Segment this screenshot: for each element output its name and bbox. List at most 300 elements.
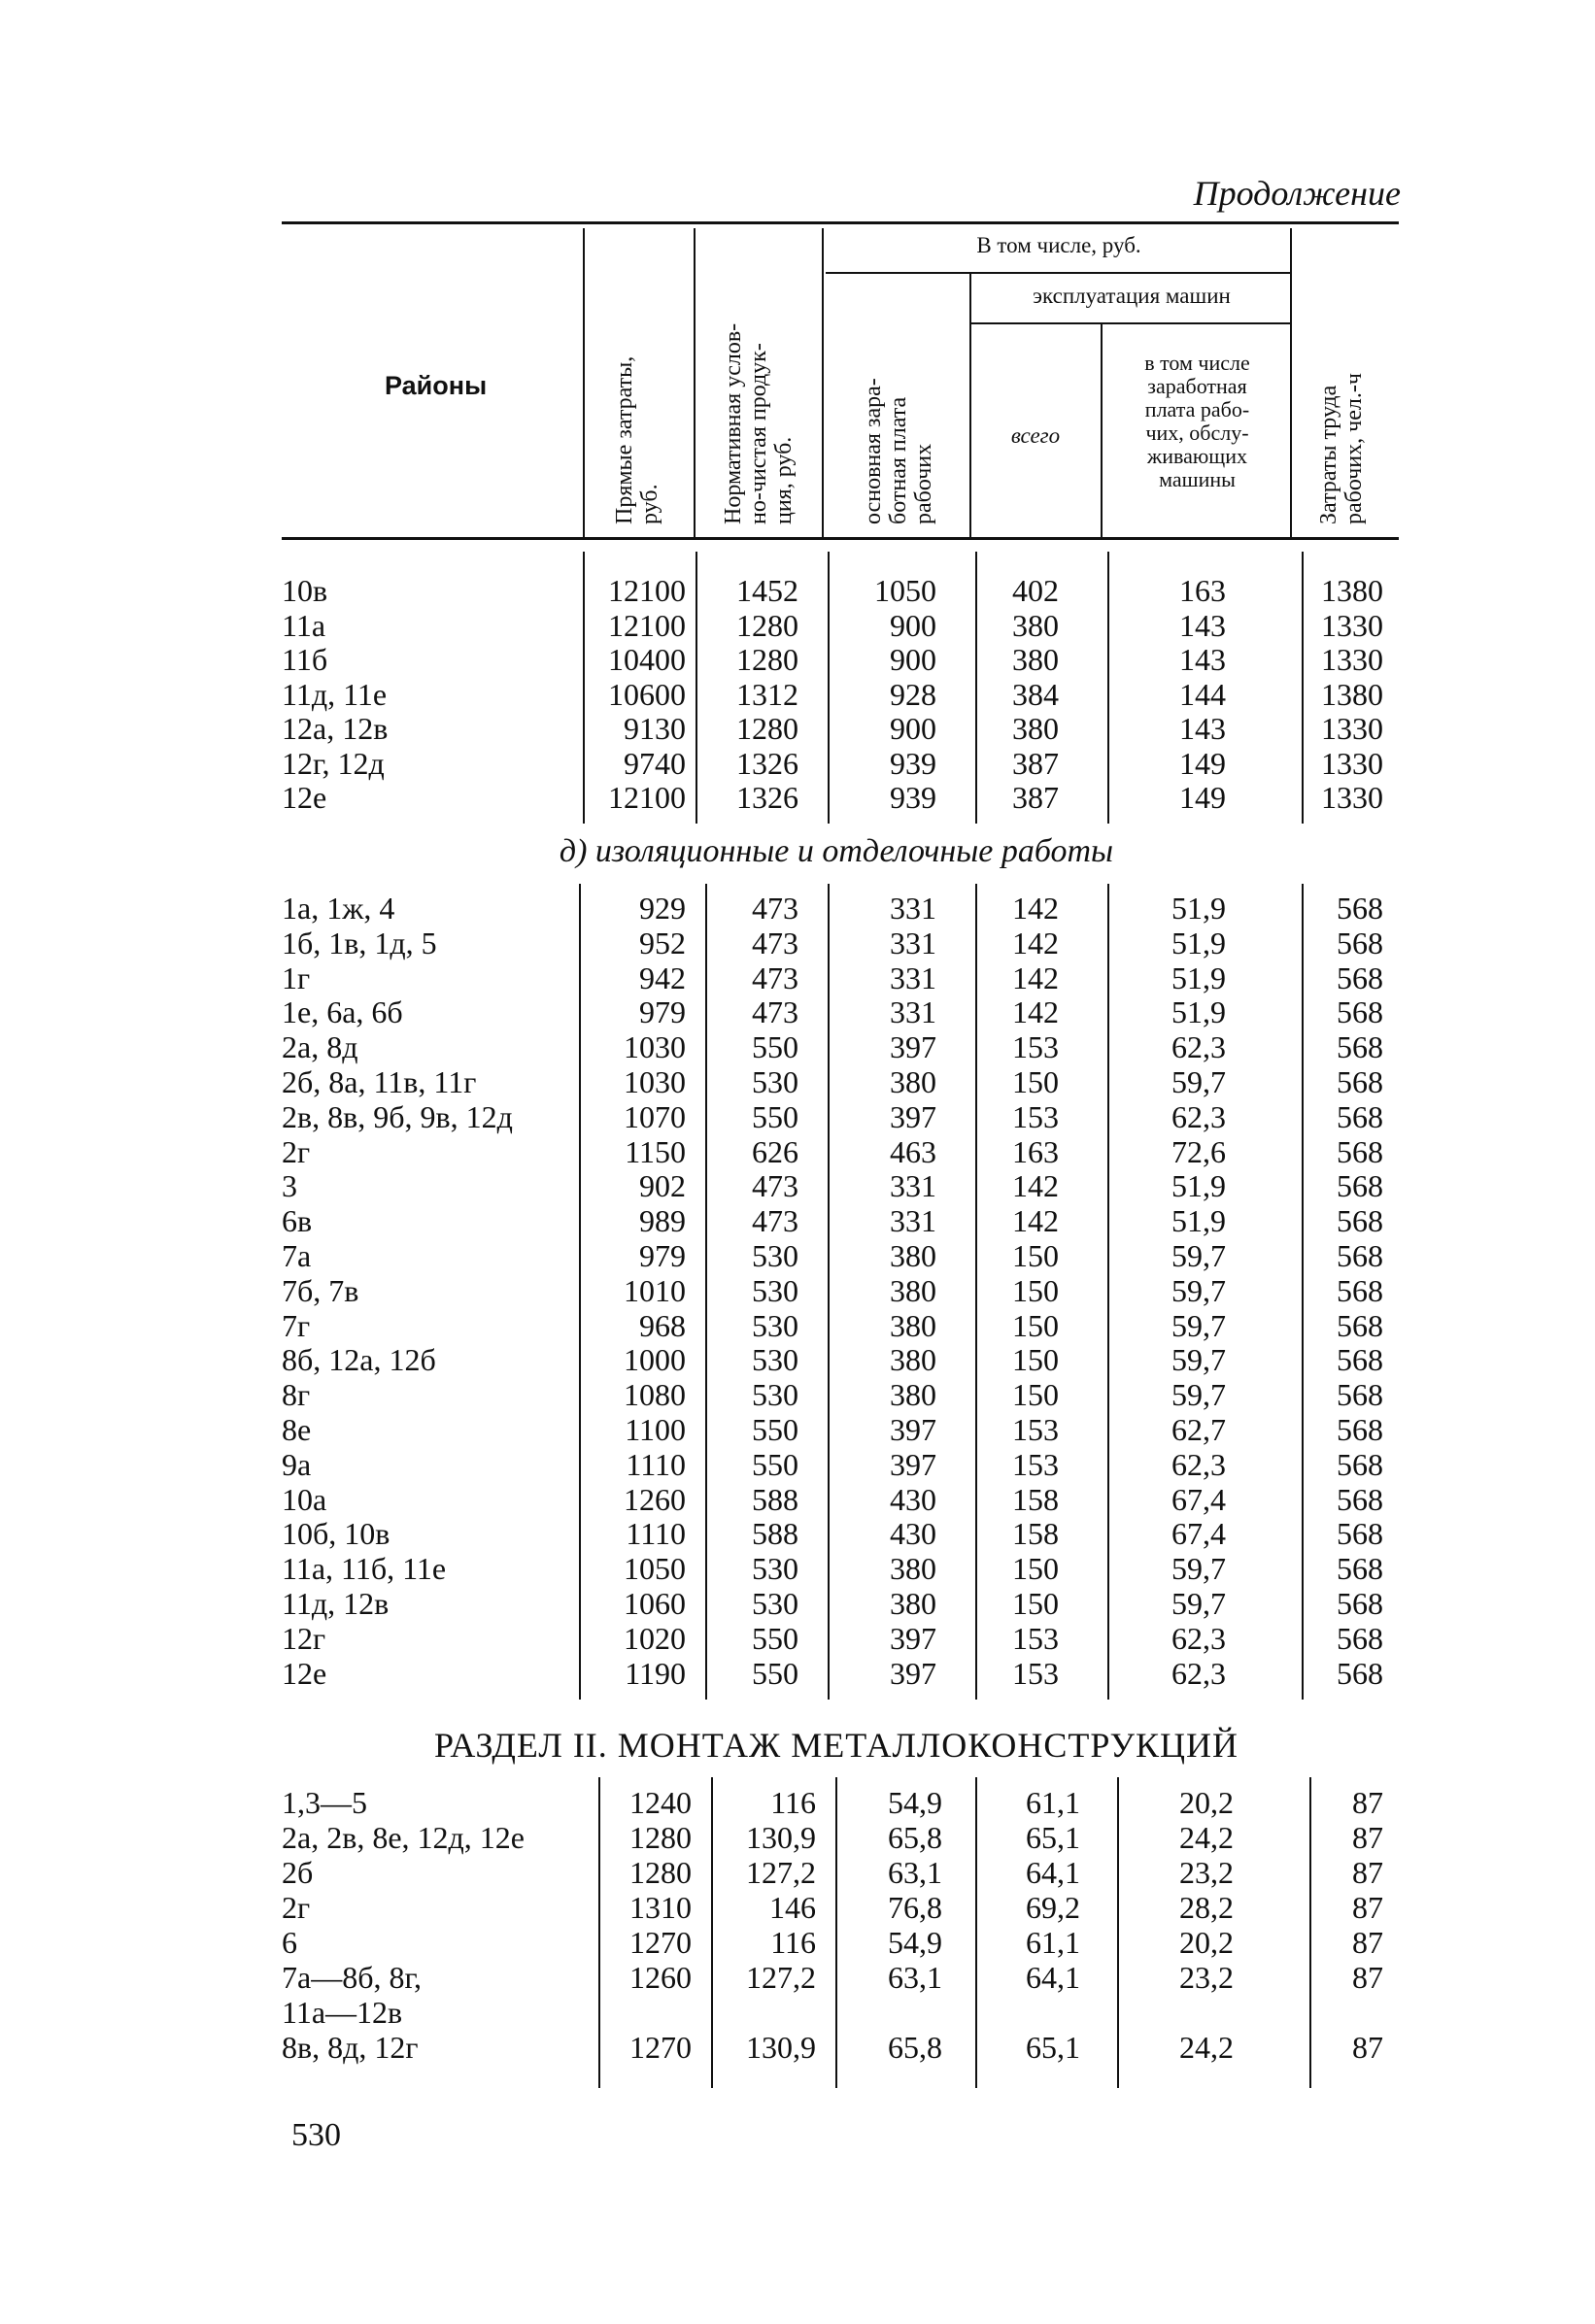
value-cell: 62,3	[1171, 1655, 1226, 1691]
value-cell: 65,1	[1026, 1820, 1080, 1855]
table-row	[0, 780, 1595, 815]
table-row	[0, 1820, 1595, 1855]
value-cell: 402	[1012, 573, 1059, 608]
value-cell: 1030	[624, 1029, 686, 1065]
district-cell: 12г, 12д	[282, 745, 385, 781]
value-cell: 331	[890, 1203, 936, 1239]
header-divider	[969, 274, 971, 537]
value-cell: 397	[890, 1029, 936, 1065]
value-cell: 380	[890, 1272, 936, 1308]
value-cell: 929	[639, 891, 686, 926]
value-cell: 62,3	[1171, 1029, 1226, 1065]
district-cell: 7а	[282, 1238, 312, 1273]
value-cell: 1326	[736, 745, 798, 781]
value-cell: 1270	[629, 2030, 692, 2065]
table-row	[0, 1064, 1595, 1099]
district-cell: 1е, 6а, 6б	[282, 994, 403, 1030]
value-cell: 69,2	[1026, 1890, 1080, 1925]
header-including-rule	[826, 272, 1292, 274]
value-cell: 1060	[624, 1586, 686, 1621]
value-cell: 568	[1337, 1272, 1383, 1308]
value-cell: 380	[890, 1238, 936, 1273]
value-cell: 568	[1337, 925, 1383, 960]
value-cell: 87	[1352, 1820, 1383, 1855]
value-cell: 116	[770, 1785, 816, 1820]
district-cell: 12а, 12в	[282, 711, 389, 746]
table-row	[0, 573, 1595, 608]
value-cell: 1030	[624, 1064, 686, 1099]
value-cell: 397	[890, 1620, 936, 1656]
value-cell: 1100	[625, 1412, 686, 1447]
table-row	[0, 1238, 1595, 1273]
value-cell: 1452	[736, 573, 798, 608]
value-cell: 51,9	[1171, 1203, 1226, 1239]
value-cell: 473	[752, 891, 798, 926]
value-cell: 142	[1012, 925, 1059, 960]
value-cell: 397	[890, 1655, 936, 1691]
header-divider	[822, 228, 824, 537]
value-cell: 568	[1337, 1655, 1383, 1691]
value-cell: 1050	[874, 573, 936, 608]
value-cell: 1260	[624, 1481, 686, 1517]
table-row	[0, 1855, 1595, 1890]
value-cell: 1380	[1321, 676, 1383, 712]
value-cell: 63,1	[888, 1960, 942, 1995]
value-cell: 473	[752, 925, 798, 960]
value-cell: 54,9	[888, 1925, 942, 1960]
value-cell: 550	[752, 1098, 798, 1134]
value-cell: 24,2	[1179, 1820, 1234, 1855]
value-cell: 1380	[1321, 573, 1383, 608]
value-cell: 59,7	[1171, 1272, 1226, 1308]
value-cell: 380	[1012, 642, 1059, 677]
district-cell: 11б	[282, 642, 328, 677]
value-cell: 568	[1337, 1342, 1383, 1378]
table-row	[0, 926, 1595, 960]
value-cell: 127,2	[746, 1855, 816, 1890]
value-cell: 59,7	[1171, 1064, 1226, 1099]
section-heading: РАЗДЕЛ II. МОНТАЖ МЕТАЛЛОКОНСТРУКЦИЙ	[433, 1726, 1239, 1765]
district-cell: 12е	[282, 780, 327, 815]
header-total: всего	[1010, 423, 1061, 448]
table-row	[0, 1029, 1595, 1064]
district-cell: 10в	[282, 573, 328, 608]
value-cell: 149	[1179, 780, 1226, 815]
value-cell: 568	[1337, 1064, 1383, 1099]
header-normative-output: Нормативная услов- но-чистая продук- ция, руб.	[721, 322, 797, 524]
value-cell: 163	[1179, 573, 1226, 608]
value-cell: 530	[752, 1342, 798, 1378]
value-cell: 153	[1012, 1029, 1059, 1065]
table-row	[0, 1308, 1595, 1343]
value-cell: 116	[770, 1925, 816, 1960]
value-cell: 9740	[624, 745, 686, 781]
district-cell: 2а, 2в, 8е, 12д, 12е	[282, 1820, 525, 1855]
value-cell: 473	[752, 960, 798, 995]
value-cell: 67,4	[1171, 1516, 1226, 1552]
district-cell: 2в, 8в, 9б, 9в, 12д	[282, 1098, 513, 1134]
value-cell: 989	[639, 1203, 686, 1239]
continuation-label: Продолжение	[1193, 174, 1401, 213]
value-cell: 20,2	[1179, 1785, 1234, 1820]
value-cell: 59,7	[1171, 1238, 1226, 1273]
value-cell: 530	[752, 1586, 798, 1621]
value-cell: 150	[1012, 1377, 1059, 1413]
table-row	[0, 1995, 1595, 2030]
page-number: 530	[291, 2117, 341, 2153]
value-cell: 568	[1337, 891, 1383, 926]
value-cell: 979	[639, 994, 686, 1030]
table-row	[0, 1925, 1595, 1960]
table-row	[0, 1168, 1595, 1203]
table-row	[0, 1377, 1595, 1412]
value-cell: 380	[890, 1307, 936, 1343]
table-row	[0, 1785, 1595, 1820]
value-cell: 568	[1337, 1620, 1383, 1656]
value-cell: 153	[1012, 1446, 1059, 1482]
district-cell: 12е	[282, 1655, 327, 1691]
district-cell: 1а, 1ж, 4	[282, 891, 395, 926]
value-cell: 59,7	[1171, 1551, 1226, 1587]
value-cell: 127,2	[746, 1960, 816, 1995]
value-cell: 463	[890, 1133, 936, 1169]
value-cell: 144	[1179, 676, 1226, 712]
table-row	[0, 1960, 1595, 1995]
value-cell: 397	[890, 1446, 936, 1482]
district-cell: 6в	[282, 1203, 313, 1239]
value-cell: 1280	[629, 1855, 692, 1890]
value-cell: 1280	[736, 711, 798, 746]
value-cell: 900	[890, 711, 936, 746]
value-cell: 150	[1012, 1238, 1059, 1273]
value-cell: 163	[1012, 1133, 1059, 1169]
value-cell: 952	[639, 925, 686, 960]
value-cell: 928	[890, 676, 936, 712]
value-cell: 530	[752, 1064, 798, 1099]
value-cell: 568	[1337, 1446, 1383, 1482]
value-cell: 158	[1012, 1516, 1059, 1552]
value-cell: 430	[890, 1516, 936, 1552]
district-cell: 11д, 12в	[282, 1586, 390, 1621]
value-cell: 153	[1012, 1098, 1059, 1134]
district-cell: 2а, 8д	[282, 1029, 358, 1065]
value-cell: 62,3	[1171, 1446, 1226, 1482]
district-cell: 11а—12в	[282, 1995, 403, 2030]
district-cell: 9а	[282, 1446, 312, 1482]
value-cell: 59,7	[1171, 1377, 1226, 1413]
table-row	[0, 711, 1595, 746]
district-cell: 12г	[282, 1620, 326, 1656]
value-cell: 568	[1337, 1029, 1383, 1065]
value-cell: 87	[1352, 2030, 1383, 2065]
value-cell: 87	[1352, 1890, 1383, 1925]
header-divider	[583, 228, 585, 537]
table-row	[0, 1099, 1595, 1134]
district-cell: 8в, 8д, 12г	[282, 2030, 419, 2065]
value-cell: 1240	[629, 1785, 692, 1820]
value-cell: 387	[1012, 780, 1059, 815]
value-cell: 530	[752, 1377, 798, 1413]
value-cell: 387	[1012, 745, 1059, 781]
value-cell: 62,3	[1171, 1098, 1226, 1134]
header-divider	[694, 228, 696, 537]
value-cell: 153	[1012, 1620, 1059, 1656]
value-cell: 12100	[608, 780, 686, 815]
header-machine-rule	[971, 322, 1292, 324]
value-cell: 568	[1337, 1307, 1383, 1343]
value-cell: 550	[752, 1029, 798, 1065]
value-cell: 380	[890, 1551, 936, 1587]
value-cell: 568	[1337, 1098, 1383, 1134]
table-row	[0, 1586, 1595, 1621]
value-cell: 1070	[624, 1098, 686, 1134]
value-cell: 900	[890, 642, 936, 677]
value-cell: 72,6	[1171, 1133, 1226, 1169]
value-cell: 979	[639, 1238, 686, 1273]
header-direct-costs: Прямые затраты, руб.	[612, 355, 662, 524]
table-row	[0, 677, 1595, 712]
value-cell: 153	[1012, 1655, 1059, 1691]
value-cell: 28,2	[1179, 1890, 1234, 1925]
value-cell: 331	[890, 891, 936, 926]
value-cell: 51,9	[1171, 925, 1226, 960]
value-cell: 158	[1012, 1481, 1059, 1517]
value-cell: 143	[1179, 607, 1226, 643]
value-cell: 568	[1337, 960, 1383, 995]
value-cell: 568	[1337, 994, 1383, 1030]
district-cell: 6	[282, 1925, 297, 1960]
value-cell: 1150	[625, 1133, 686, 1169]
value-cell: 473	[752, 1203, 798, 1239]
value-cell: 1330	[1321, 642, 1383, 677]
value-cell: 1280	[736, 642, 798, 677]
value-cell: 331	[890, 994, 936, 1030]
value-cell: 59,7	[1171, 1342, 1226, 1378]
table-row	[0, 1134, 1595, 1169]
table-row	[0, 1516, 1595, 1551]
value-cell: 568	[1337, 1586, 1383, 1621]
value-cell: 87	[1352, 1855, 1383, 1890]
value-cell: 20,2	[1179, 1925, 1234, 1960]
value-cell: 902	[639, 1168, 686, 1204]
district-cell: 10а	[282, 1481, 327, 1517]
header-districts: Районы	[385, 371, 488, 400]
table-row	[0, 891, 1595, 926]
value-cell: 1330	[1321, 780, 1383, 815]
value-cell: 331	[890, 960, 936, 995]
value-cell: 59,7	[1171, 1586, 1226, 1621]
district-cell: 11а	[282, 607, 326, 643]
district-cell: 7г	[282, 1307, 311, 1343]
district-cell: 1,3—5	[282, 1785, 367, 1820]
value-cell: 1270	[629, 1925, 692, 1960]
district-cell: 1б, 1в, 1д, 5	[282, 925, 437, 960]
value-cell: 23,2	[1179, 1855, 1234, 1890]
value-cell: 1326	[736, 780, 798, 815]
value-cell: 1330	[1321, 607, 1383, 643]
header-divider	[1290, 228, 1292, 537]
value-cell: 568	[1337, 1203, 1383, 1239]
value-cell: 142	[1012, 1168, 1059, 1204]
value-cell: 10400	[608, 642, 686, 677]
table-row	[0, 1412, 1595, 1447]
value-cell: 51,9	[1171, 891, 1226, 926]
value-cell: 397	[890, 1412, 936, 1447]
value-cell: 942	[639, 960, 686, 995]
district-cell: 2г	[282, 1890, 311, 1925]
value-cell: 380	[1012, 711, 1059, 746]
value-cell: 24,2	[1179, 2030, 1234, 2065]
value-cell: 62,7	[1171, 1412, 1226, 1447]
value-cell: 149	[1179, 745, 1226, 781]
value-cell: 1280	[629, 1820, 692, 1855]
value-cell: 150	[1012, 1586, 1059, 1621]
district-cell: 11д, 11е	[282, 676, 388, 712]
district-cell: 7а—8б, 8г,	[282, 1960, 422, 1995]
table-row	[0, 1656, 1595, 1691]
district-cell: 2б, 8а, 11в, 11г	[282, 1064, 477, 1099]
table-row	[0, 1890, 1595, 1925]
table-row	[0, 746, 1595, 781]
value-cell: 1010	[624, 1272, 686, 1308]
value-cell: 1020	[624, 1620, 686, 1656]
value-cell: 143	[1179, 642, 1226, 677]
value-cell: 588	[752, 1516, 798, 1552]
value-cell: 626	[752, 1133, 798, 1169]
value-cell: 568	[1337, 1168, 1383, 1204]
value-cell: 10600	[608, 676, 686, 712]
value-cell: 65,1	[1026, 2030, 1080, 2065]
value-cell: 142	[1012, 994, 1059, 1030]
district-cell: 8г	[282, 1377, 311, 1413]
value-cell: 54,9	[888, 1785, 942, 1820]
value-cell: 150	[1012, 1342, 1059, 1378]
value-cell: 65,8	[888, 2030, 942, 2065]
value-cell: 64,1	[1026, 1960, 1080, 1995]
district-cell: 1г	[282, 960, 311, 995]
value-cell: 380	[890, 1342, 936, 1378]
value-cell: 380	[890, 1377, 936, 1413]
value-cell: 568	[1337, 1481, 1383, 1517]
value-cell: 130,9	[746, 2030, 816, 2065]
table-row	[0, 2030, 1595, 2065]
table-row	[0, 994, 1595, 1029]
value-cell: 530	[752, 1272, 798, 1308]
value-cell: 1310	[629, 1890, 692, 1925]
value-cell: 76,8	[888, 1890, 942, 1925]
table-row	[0, 1342, 1595, 1377]
value-cell: 67,4	[1171, 1481, 1226, 1517]
district-cell: 7б, 7в	[282, 1272, 359, 1308]
table-row	[0, 1482, 1595, 1517]
value-cell: 568	[1337, 1516, 1383, 1552]
district-cell: 8б, 12а, 12б	[282, 1342, 436, 1378]
value-cell: 380	[890, 1586, 936, 1621]
value-cell: 87	[1352, 1785, 1383, 1820]
value-cell: 530	[752, 1238, 798, 1273]
district-cell: 8е	[282, 1412, 312, 1447]
value-cell: 51,9	[1171, 1168, 1226, 1204]
header-base-wage: основная зара- ботная плата рабочих	[861, 378, 936, 524]
value-cell: 430	[890, 1481, 936, 1517]
table-row	[0, 960, 1595, 995]
value-cell: 1000	[624, 1342, 686, 1378]
value-cell: 87	[1352, 1960, 1383, 1995]
value-cell: 1280	[736, 607, 798, 643]
value-cell: 1330	[1321, 745, 1383, 781]
value-cell: 12100	[608, 607, 686, 643]
value-cell: 568	[1337, 1412, 1383, 1447]
value-cell: 550	[752, 1620, 798, 1656]
value-cell: 1330	[1321, 711, 1383, 746]
value-cell: 1080	[624, 1377, 686, 1413]
value-cell: 87	[1352, 1925, 1383, 1960]
value-cell: 380	[1012, 607, 1059, 643]
value-cell: 1110	[626, 1446, 686, 1482]
value-cell: 142	[1012, 891, 1059, 926]
value-cell: 568	[1337, 1551, 1383, 1587]
value-cell: 550	[752, 1655, 798, 1691]
value-cell: 568	[1337, 1377, 1383, 1413]
value-cell: 150	[1012, 1272, 1059, 1308]
value-cell: 61,1	[1026, 1925, 1080, 1960]
value-cell: 380	[890, 1064, 936, 1099]
value-cell: 588	[752, 1481, 798, 1517]
header-labor: Затраты труда рабочих, чел.-ч	[1316, 373, 1367, 524]
value-cell: 939	[890, 780, 936, 815]
table-top-rule	[282, 221, 1399, 224]
value-cell: 51,9	[1171, 994, 1226, 1030]
table-row	[0, 642, 1595, 677]
value-cell: 9130	[624, 711, 686, 746]
value-cell: 153	[1012, 1412, 1059, 1447]
table-row	[0, 1447, 1595, 1482]
value-cell: 384	[1012, 676, 1059, 712]
value-cell: 530	[752, 1307, 798, 1343]
header-incl-wage: в том числе заработная плата рабо- чих, обслу- живающих машины	[1144, 351, 1250, 491]
subheading: д) изоляционные и отделочные работы	[559, 833, 1114, 869]
header-bottom-rule	[282, 537, 1399, 540]
value-cell: 473	[752, 1168, 798, 1204]
district-cell: 2б	[282, 1855, 314, 1890]
value-cell: 331	[890, 925, 936, 960]
header-machine-operation: эксплуатация машин	[1033, 284, 1231, 308]
value-cell: 939	[890, 745, 936, 781]
value-cell: 150	[1012, 1551, 1059, 1587]
value-cell: 1312	[736, 676, 798, 712]
value-cell: 61,1	[1026, 1785, 1080, 1820]
value-cell: 550	[752, 1446, 798, 1482]
table-row	[0, 1273, 1595, 1308]
value-cell: 65,8	[888, 1820, 942, 1855]
value-cell: 23,2	[1179, 1960, 1234, 1995]
value-cell: 59,7	[1171, 1307, 1226, 1343]
value-cell: 142	[1012, 1203, 1059, 1239]
value-cell: 12100	[608, 573, 686, 608]
header-including: В том числе, руб.	[976, 233, 1141, 257]
value-cell: 143	[1179, 711, 1226, 746]
value-cell: 142	[1012, 960, 1059, 995]
value-cell: 968	[639, 1307, 686, 1343]
value-cell: 150	[1012, 1064, 1059, 1099]
value-cell: 64,1	[1026, 1855, 1080, 1890]
table-row	[0, 608, 1595, 643]
value-cell: 397	[890, 1098, 936, 1134]
value-cell: 550	[752, 1412, 798, 1447]
value-cell: 530	[752, 1551, 798, 1587]
value-cell: 1050	[624, 1551, 686, 1587]
value-cell: 51,9	[1171, 960, 1226, 995]
